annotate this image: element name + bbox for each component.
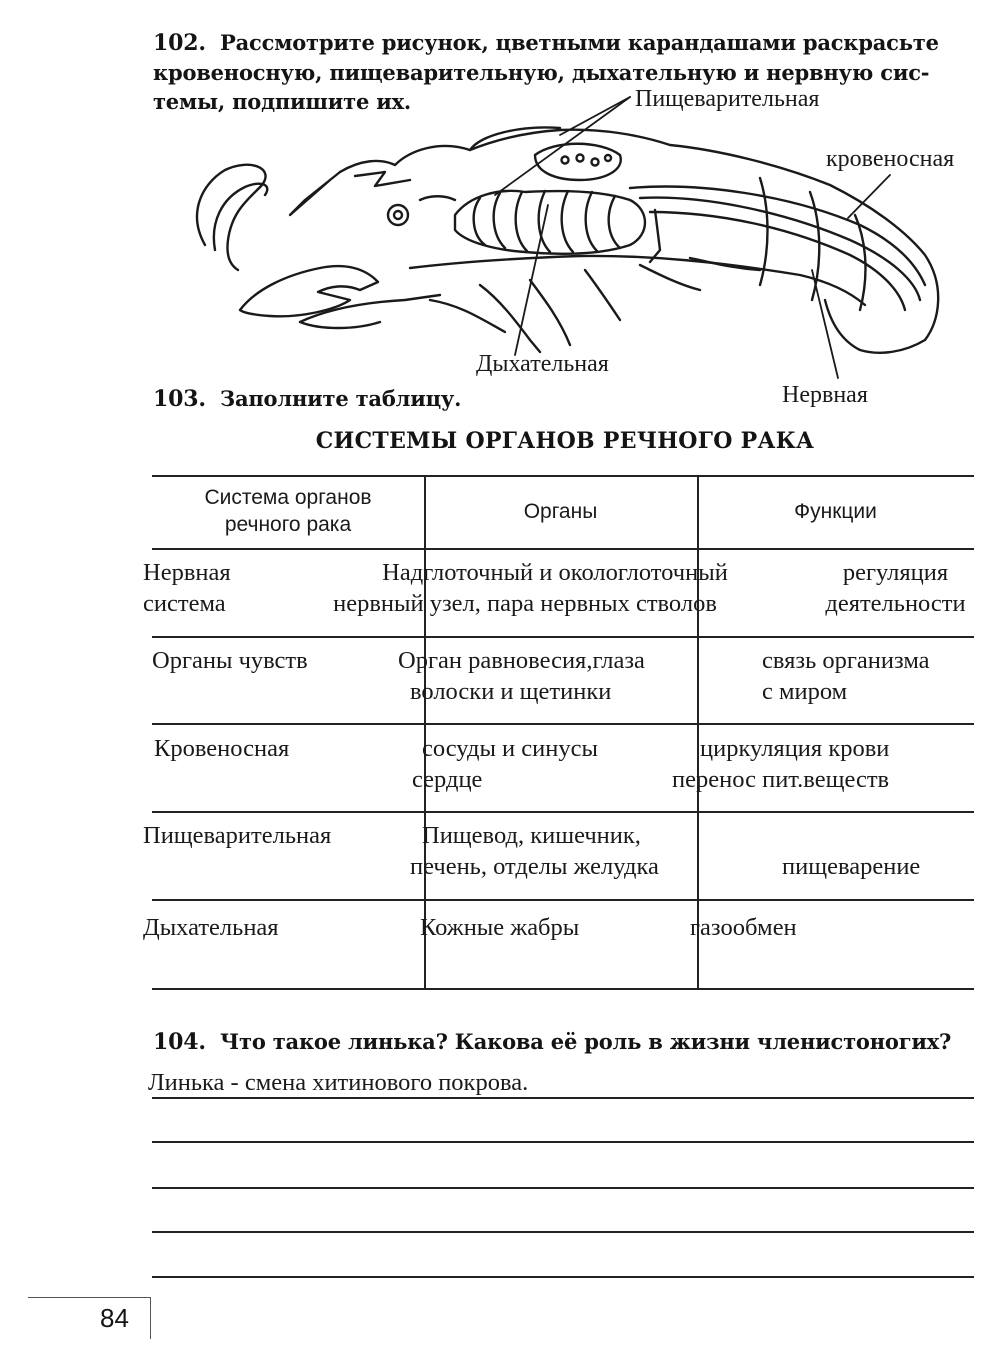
cell-system: Органы чувств xyxy=(152,647,308,674)
table-title: СИСТЕМЫ ОРГАНОВ РЕЧНОГО РАКА xyxy=(315,428,815,454)
table-rule xyxy=(152,988,974,990)
task-number: 102. xyxy=(153,30,206,56)
task-text-line: темы, подпишите их. xyxy=(153,89,412,114)
task-text-line: Рассмотрите рисунок, цветными карандашами раскрасьте xyxy=(220,30,939,55)
pointer-line-digestive xyxy=(495,97,630,195)
answer-line xyxy=(152,1187,974,1189)
answer-line xyxy=(152,1141,974,1143)
answer-line xyxy=(152,1231,974,1233)
cell-organs: Кожные жабры xyxy=(420,914,580,941)
antenna xyxy=(197,165,265,270)
figure-label-nervous: Нервная xyxy=(782,382,868,408)
leg xyxy=(430,300,505,332)
footer-rule xyxy=(28,1297,150,1298)
table-rule xyxy=(152,899,974,901)
table-rule xyxy=(152,723,974,725)
cell-functions: регуляция деятельности xyxy=(825,559,966,617)
pointer-line-circulatory xyxy=(848,175,890,218)
pointer-line-respiratory xyxy=(515,205,548,355)
cell-system: Дыхательная xyxy=(143,914,279,941)
leg xyxy=(585,270,620,320)
leg xyxy=(640,265,700,290)
header-organs: Органы xyxy=(523,500,598,523)
task-text-line: кровеносную, пищеварительную, дыхательную и нервную сис- xyxy=(153,60,930,85)
answer-text: Линька - смена хитинового покрова. xyxy=(148,1069,529,1096)
dorsal-vessel xyxy=(630,187,925,285)
cell-organs: Пищевод, кишечник, печень, отделы желудка xyxy=(410,822,659,880)
table-rule xyxy=(152,548,974,550)
task-104-text xyxy=(153,1027,951,1057)
ventral-line xyxy=(410,256,865,305)
cell-system: Пищеварительная xyxy=(143,822,332,849)
cell-functions: циркуляция крови перенос пит.веществ xyxy=(672,735,890,793)
header-functions: Функции xyxy=(794,500,877,523)
cell-organs: Надглоточный и окологлоточный нервный узел, пара нервных стволов xyxy=(333,559,728,617)
task-103-text xyxy=(153,384,461,414)
figure-label-digestive: Пищеварительная xyxy=(635,86,820,112)
cell-organs: Орган равновесия,глаза волоски и щетинки xyxy=(398,647,645,705)
answer-line xyxy=(152,1097,974,1099)
task-text: Что такое линька? Какова её роль в жизни членистоногих? xyxy=(220,1029,952,1054)
leg xyxy=(530,280,570,345)
task-text: Заполните таблицу. xyxy=(220,386,462,411)
header-system: Система органов речного рака xyxy=(204,486,372,536)
cell-functions: связь организма с миром xyxy=(762,647,930,705)
cell-organs: сосуды и синусы сердце xyxy=(412,735,598,793)
figure-label-circulatory: кровеносная xyxy=(826,146,955,172)
cell-functions: газообмен xyxy=(690,914,797,941)
table-rule xyxy=(152,636,974,638)
page-number: 84 xyxy=(100,1303,129,1333)
answer-line xyxy=(152,1276,974,1278)
antenna xyxy=(290,172,340,215)
cell-system: Кровеносная xyxy=(154,735,290,762)
table-rule xyxy=(152,811,974,813)
task-number: 104. xyxy=(153,1029,206,1055)
cell-functions: пищеварение xyxy=(782,853,921,880)
claw xyxy=(240,266,378,316)
antenna xyxy=(214,184,267,250)
table-rule xyxy=(152,475,974,477)
cell-system: Нервная система xyxy=(143,559,231,617)
footer-divider xyxy=(150,1297,151,1339)
leg xyxy=(480,285,540,352)
figure-label-respiratory: Дыхательная xyxy=(476,351,609,377)
task-number: 103. xyxy=(153,386,206,412)
